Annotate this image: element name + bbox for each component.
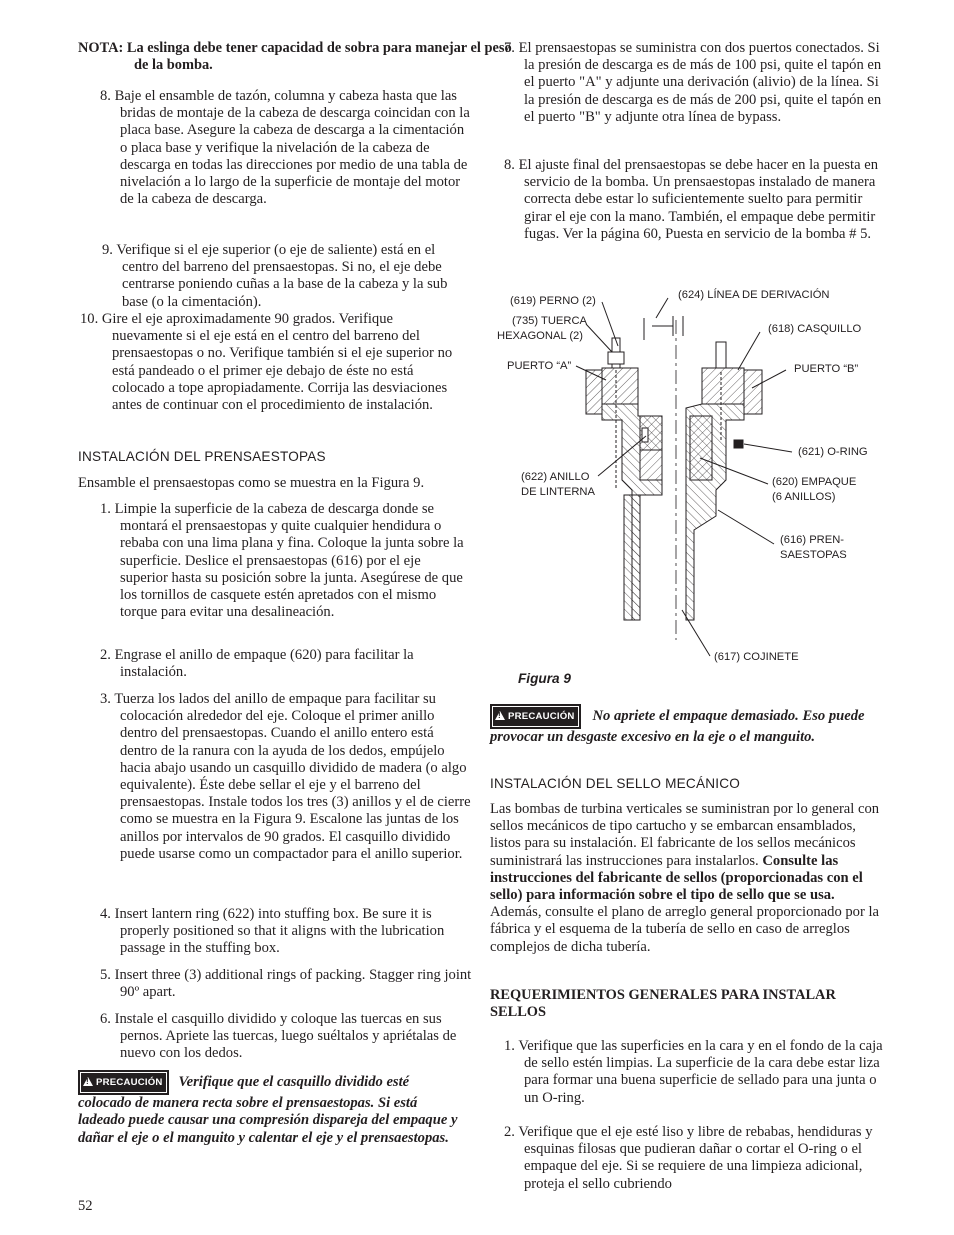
label-622-lantern-line1: (622) ANILLO (521, 471, 590, 483)
label-617-bearing: (617) COJINETE (714, 651, 799, 663)
label-622-lantern-line2: DE LINTERNA (521, 486, 595, 498)
step-10: 10. Gire el eje aproximadamente 90 grados. Verifique nuevamente si el eje está en el centro del barreno del prensaestopas o no. Verifique también si el eje superior no está pandeado o el primer eje debajo de éste no está colocado a tope apropiadamente. Corrija las desviaciones antes de continuar con el procedimiento de instalación. (80, 311, 453, 414)
seal-step-1: 1. Verifique que las superficies en la cara y en el fondo de la caja de sello estén limpias. La superficie de la cara debe estar liza para formar una buena superficie de sellado para una junta o un O-ring. (504, 1038, 883, 1106)
label-616-stuffing-box-line2: SAESTOPAS (780, 549, 847, 561)
caution-packing (490, 704, 874, 746)
heading-general-requirements: REQUERIMIENTOS GENERALES PARA INSTALAR SELLOS (490, 987, 836, 1021)
figure-caption: Figura 9 (518, 671, 571, 686)
step-8: 8. Baje el ensamble de tazón, columna y cabeza hasta que las bridas de montaje de la cabeza de descarga coincidan con la placa base. Asegure la cabeza de descarga a la cimentación o placa base y verifique la nivelación de la cabeza de descarga en todas las direcciones por medio de una tabla de nivelación a lo largo de la superficie de montaje del motor de la cabeza de descarga. (100, 88, 470, 208)
heading-stuffing-box: INSTALACIÓN DEL PRENSAESTOPAS (78, 449, 326, 464)
warning-triangle-icon (495, 711, 505, 720)
figure-9-stuffing-box-diagram (490, 280, 880, 680)
label-619-bolt: (619) PERNO (2) (510, 295, 596, 307)
caution-text: Verifique que el casquillo dividido esté colocado de manera recta sobre el prensaestopas. Si está ladeado puede causar una compresión dispareja del empaque y dañar el eje o el manguito y calentar el eje y el prensaestopas. (78, 1074, 458, 1146)
mechanical-seal-paragraph: Las bombas de turbina verticales se suministran por lo general con sellos mecánicos de tipo cartucho y se embarcan ensamblados, listos para su instalación. El fabricante de los sellos mecánicos suministrará las instrucciones para instalarlos. Consulte las instrucciones del fabricante de sellos (proporcionadas con el sello) para información sobre el tipo de sello que se usa. Además, consulte el plano de arreglo general proporcionado por la fábrica y el esquema de la tubería de sello en caso de arreglos complejos de dicha tubería. (490, 801, 880, 955)
note-sling: NOTA: La eslinga debe tener capacidad de sobra para manejar el peso de la bomba. (78, 40, 512, 74)
page-number: 52 (78, 1198, 93, 1214)
label-port-b: PUERTO “B” (794, 363, 859, 375)
label-618-gland: (618) CASQUILLO (768, 323, 862, 335)
label-616-stuffing-box-line1: (616) PREN- (780, 534, 845, 546)
label-735-nut-line1: (735) TUERCA (512, 315, 588, 327)
caution-badge: !PRECAUCIÓN (78, 1070, 169, 1095)
stuffing-step-5: 5. Insert three (3) additional rings of packing. Stagger ring joint 90º apart. (100, 967, 472, 1001)
heading-mechanical-seal: INSTALACIÓN DEL SELLO MECÁNICO (490, 776, 740, 791)
stuffing-step-3: 3. Tuerza los lados del anillo de empaque para facilitar su colocación alrededor del eje. Coloque el primer anillo dentro del prensaestopas. Cuando el anillo entero está dentro de la ranura con la ayuda de los dedos, empújelo hacia abajo usando un casquillo dividido de madera (o algo equivalente). Éste debe sellar el eje y el barreno del prensaestopas. Instale todos los tres (3) anillos y el de cierre como se muestra en la Figura 9. Escalone las juntas de los anillos por intervalos de 90 grados. El casquillo dividido puede usarse como un compactador para el anillo superior. (100, 691, 471, 862)
stuffing-step-2: 2. Engrase el anillo de empaque (620) para facilitar la instalación. (100, 647, 414, 681)
label-621-o-ring: (621) O-RING (798, 446, 868, 458)
caution-badge: !PRECAUCIÓN (490, 704, 581, 729)
label-620-packing-line2: (6 ANILLOS) (772, 491, 836, 503)
stuffing-step-1: 1. Limpie la superficie de la cabeza de descarga donde se montará el prensaestopas y quite cualquier hendidura o rebaba con una lima plana y fina. Coloque la junta sobre la superficie. Deslice el prensaestopas (616) por el eje superior hasta su posición sobre la junta. Asegúrese de que los tornillos de casquete estén apretados con el mismo torque para evitar una desalineación. (100, 501, 464, 621)
label-735-nut-line2: HEXAGONAL (2) (497, 330, 583, 342)
label-620-packing-line1: (620) EMPAQUE (772, 476, 857, 488)
caution-split-gland (78, 1070, 462, 1147)
stuffing-step-4: 4. Insert lantern ring (622) into stuffing box. Be sure it is properly positioned so that it aligns with the lubrication passage in the stuffing box. (100, 906, 445, 957)
step-9: 9. Verifique si el eje superior (o eje de saliente) está en el centro del barreno del prensaestopas. Si no, el eje debe centrarse poniendo cuñas a la base de la cabeza y la sub base (o la cimentación). (102, 242, 448, 310)
caution-text: No apriete el empaque demasiado. Eso puede provocar un desgaste excesivo en la eje o el manguito. (490, 708, 865, 746)
stuffing-step-8: 8. El ajuste final del prensaestopas se debe hacer en la puesta en servicio de la bomba. Un prensaestopas instalado de manera correcta debe estar lo suficientemente suelto para permitir girar el eje con la mano. También, el empaque debe permitir fugas. Ver la página 60, Puesta en servicio de la bomba # 5. (504, 157, 879, 242)
warning-triangle-icon (83, 1077, 93, 1086)
label-624-bypass-line: (624) LÍNEA DE DERIVACIÓN (678, 289, 830, 301)
stuffing-step-7: 7. El prensaestopas se suministra con dos puertos conectados. Si la presión de descarga es de más de 100 psi, quite el tapón en el puerto "A" y adjunte una derivación (alivio) de la línea. Si la presión de descarga es de más de 200 psi, quite el tapón en el puerto "B" y adjunte otra línea de bypass. (504, 40, 882, 125)
stuffing-step-6: 6. Instale el casquillo dividido y coloque las tuercas en sus pernos. Apriete las tuercas, luego suéltalos y apriétalas de nuevo con los dedos. (100, 1011, 457, 1062)
seal-step-2: 2. Verifique que el eje esté liso y libre de rebabas, hendiduras y esquinas filosas que pudieran dañar o cortar el O-ring o el empaque del eje. Si se requiere de una limpieza adicional, proteja el sello cubriendo (504, 1124, 873, 1192)
intro-stuffing-box: Ensamble el prensaestopas como se muestra en la Figura 9. (78, 475, 425, 491)
label-port-a: PUERTO “A” (507, 360, 572, 372)
